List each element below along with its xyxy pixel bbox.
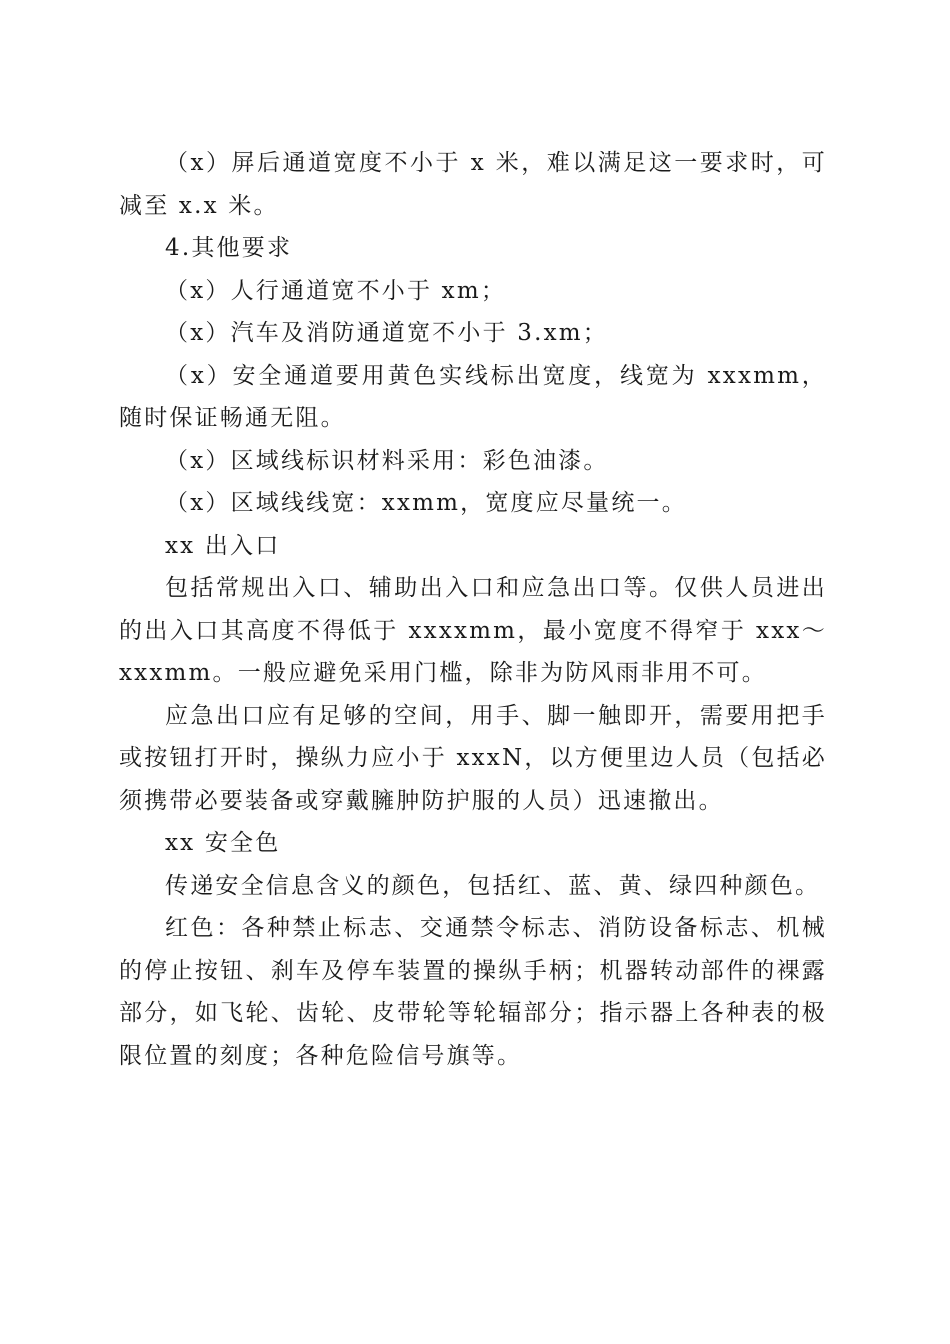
paragraph-entrance-dimensions: 包括常规出入口、辅助出入口和应急出口等。仅供人员进出的出入口其高度不得低于 xxxxmm，最小宽度不得窄于 xxx～xxxmm。一般应避免采用门槛，除非为防风雨非用不可。 xyxy=(119,575,827,686)
paragraph-safety-color-definition: 传递安全信息含义的颜色，包括红、蓝、黄、绿四种颜色。 xyxy=(165,872,821,899)
section-heading-other-requirements: 4.其他要求 xyxy=(165,235,293,261)
section-heading-entrances: xx 出入口 xyxy=(165,532,281,559)
paragraph-red-color-usage: 红色：各种禁止标志、交通禁令标志、消防设备标志、机械的停止按钮、刹车及停车装置的操纵手柄；机器转动部件的裸露部分，如飞轮、齿轮、皮带轮等轮辐部分；指示器上各种表的极限位置的刻度；各种危险信号旗等。 xyxy=(119,915,827,1069)
document-body xyxy=(119,142,827,1077)
paragraph-safety-aisle-marking: （x）安全通道要用黄色实线标出宽度，线宽为 xxxmm，随时保证畅通无阻。 xyxy=(119,362,827,431)
paragraph-zone-line-material: （x）区域线标识材料采用：彩色油漆。 xyxy=(165,447,609,474)
paragraph-emergency-exit: 应急出口应有足够的空间，用手、脚一触即开，需要用把手或按钮打开时，操纵力应小于 xxxN，以方便里边人员（包括必须携带必要装备或穿戴臃肿防护服的人员）迅速撤出。 xyxy=(119,702,827,814)
paragraph-pedestrian-aisle: （x）人行通道宽不小于 xm； xyxy=(165,277,507,304)
paragraph-passage-width: （x）屏后通道宽度不小于 x 米，难以满足这一要求时，可减至 x.x 米。 xyxy=(119,150,827,219)
paragraph-zone-line-width: （x）区域线线宽：xxmm，宽度应尽量统一。 xyxy=(165,490,687,516)
paragraph-vehicle-fire-aisle: （x）汽车及消防通道宽不小于 3.xm； xyxy=(165,320,609,346)
section-heading-safety-colors: xx 安全色 xyxy=(165,830,281,856)
